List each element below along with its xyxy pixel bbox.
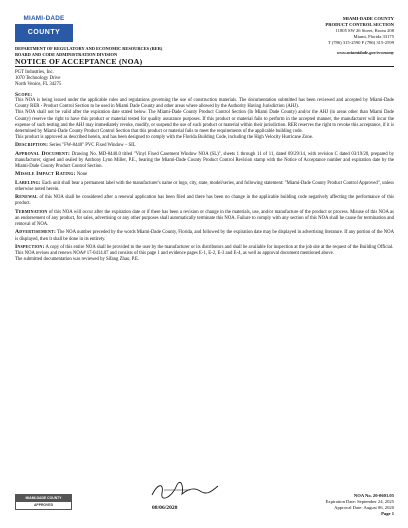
labeling-text: Each unit shall bear a permanent label with the manufacturer's name or logo, city, state, model/series, and following statement: "Miami-Dade County Product Control Approved", unless otherwise noted herein. bbox=[15, 180, 394, 192]
office-address-block bbox=[224, 16, 394, 46]
labeling-section bbox=[15, 180, 394, 193]
recipient-address bbox=[15, 70, 61, 89]
renewal-text: of this NOA shall be considered after a renewal application has been filed and there has been no change in the applicable building code negatively affecting the performance of this product. bbox=[15, 195, 395, 207]
signature-date: 08/06/2020 bbox=[152, 505, 178, 511]
revises-text: This NOA revises and renews NOA# 17-0414.07 and consists of this page 1 and evidence pages E-1, E-2, E-3 and E-4, as well as approval document mentioned above. bbox=[15, 251, 334, 257]
description-section bbox=[15, 142, 394, 149]
scope-paragraph-3: This product is approved as described herein, and has been designed to comply with the Florida Building Code, including the High Velocity Hurricane Zone. bbox=[15, 135, 314, 141]
inspection-text: A copy of this entire NOA shall be provided to the user by the manufacturer or its distributors and shall be available for inspection at the job site at the request of the Building Official. bbox=[45, 244, 394, 250]
page-number: Page 1 bbox=[381, 511, 394, 516]
noa-number: NOA No. 20-0601.05 bbox=[353, 493, 394, 498]
stamp-line-2: APPROVED bbox=[33, 503, 54, 507]
office-name: MIAMI-DADE COUNTY bbox=[342, 16, 394, 21]
advertisement-section bbox=[15, 229, 394, 242]
missile-heading: Missile Impact Rating: bbox=[15, 171, 76, 178]
submitted-text: The submitted documentation was reviewed by Sifang Zhao, P.E. bbox=[15, 257, 140, 263]
header-divider bbox=[15, 66, 394, 67]
miami-dade-county-logo bbox=[15, 14, 73, 42]
renewal-section bbox=[15, 194, 394, 207]
labeling-heading: Labeling: bbox=[15, 179, 41, 186]
approval-stamp bbox=[15, 494, 72, 510]
document-body bbox=[15, 92, 394, 263]
termination-heading: Termination bbox=[15, 208, 48, 215]
termination-text: of this NOA will occur after the expiration date or if there has been a revision or change in the materials, use, and/or manufacture of the product or process. Misuse of this NOA as an endorsement of any product, for sales, advertising or any other purposes shall automatically terminate this NOA. Failure to comply with any section of this NOA shall be cause for termination and removal of NOA. bbox=[15, 209, 394, 228]
office-street: 11805 SW 26 Street, Room 208 bbox=[335, 28, 394, 33]
inspection-heading: Inspection: bbox=[15, 243, 45, 250]
recipient-city: North Venice, FL 34275 bbox=[15, 82, 62, 88]
description-text: Series "FW-8440" PVC Fixed Window – SIL bbox=[49, 143, 136, 149]
recipient-street: 1070 Technology Drive bbox=[15, 76, 61, 82]
approval-date: Approval Date: August 06, 2020 bbox=[334, 505, 394, 510]
missile-section bbox=[15, 171, 394, 178]
approval-text: Drawing No. MD-8440.0 titled "Vinyl Fixed Casement Window NOA (SL)", sheets 1 through 11 of 11, dated 09/29/14, with revision C dated 03/19/20, prepared by manufacturer, signed and sealed by Anthony Lynn Miller, P.E., bearing the Miami-Dade County Product Control Revision stamp with the Notice of Acceptance number and expiration date by the Miami-Dade County Product Control Section. bbox=[15, 151, 394, 170]
description-heading: Description: bbox=[15, 142, 49, 149]
website-link[interactable]: www.miamidade.gov/economy bbox=[337, 50, 394, 55]
office-city: Miami, Florida 33175 bbox=[353, 34, 394, 39]
reviewer-signature bbox=[150, 481, 220, 499]
department-name: DEPARTMENT OF REGULATORY AND ECONOMIC RESOURCES (RER) bbox=[15, 46, 163, 51]
expiration-date: Expiration Date: September 24, 2025 bbox=[325, 499, 394, 504]
renewal-heading: Renewal bbox=[15, 194, 38, 201]
department-block bbox=[15, 46, 215, 57]
recipient-company: PGT Industries, Inc. bbox=[15, 70, 54, 75]
advertisement-text: The NOA number preceded by the words Miami-Dade County, Florida, and followed by the expiration date may be displayed in advertising literature. If any portion of the NOA is displayed, then it shall be done in its entirety. bbox=[15, 230, 395, 242]
document-title: NOTICE OF ACCEPTANCE (NOA) bbox=[15, 57, 143, 66]
division-name: BOARD AND CODE ADMINISTRATION DIVISION bbox=[15, 51, 118, 57]
termination-section bbox=[15, 209, 394, 228]
advertisement-heading: Advertisement: bbox=[15, 229, 57, 236]
office-phone: T (786) 315-2590 F (786) 315-2599 bbox=[327, 40, 394, 45]
office-section: PRODUCT CONTROL SECTION bbox=[325, 22, 394, 27]
inspection-section bbox=[15, 244, 394, 251]
scope-heading: Scope: bbox=[15, 92, 33, 98]
stamp-line-1: MIAMI-DADE COUNTY bbox=[16, 495, 71, 502]
logo-bottom-text: COUNTY bbox=[27, 29, 61, 36]
noa-footer bbox=[254, 493, 394, 517]
logo-top-text: MIAMI-DADE bbox=[15, 14, 73, 24]
scope-paragraph-2: This NOA shall not be valid after the expiration date stated below. The Miami-Dade County Product Control Section (In Miami Dade County) and/or the AHJ (in areas other than Miami Dade County) reserve the right to have this product or material tested for quality assurance purposes. If this product or material fails to perform in the accepted manner, the manufacturer will incur the expense of such testing and the AHJ may immediately revoke, modify, or suspend the use of such product or material within their jurisdiction. RER reserves the right to revoke this acceptance, if it is determined by Miami-Dade County Product Control Section that this product or material fails to meet the requirements of the applicable building code. bbox=[15, 110, 394, 134]
scope-paragraph-1: This NOA is being issued under the applicable rules and regulations governing the use of construction materials. The documentation submitted has been reviewed and accepted by Miami-Dade County RER - Product Control Section to be used in Miami Dade County and other areas where allowed by the Authority Having Jurisdiction (AHJ). bbox=[15, 98, 394, 110]
missile-text: None bbox=[76, 172, 88, 178]
approval-section bbox=[15, 151, 394, 170]
approval-heading: Approval Document: bbox=[15, 150, 71, 157]
